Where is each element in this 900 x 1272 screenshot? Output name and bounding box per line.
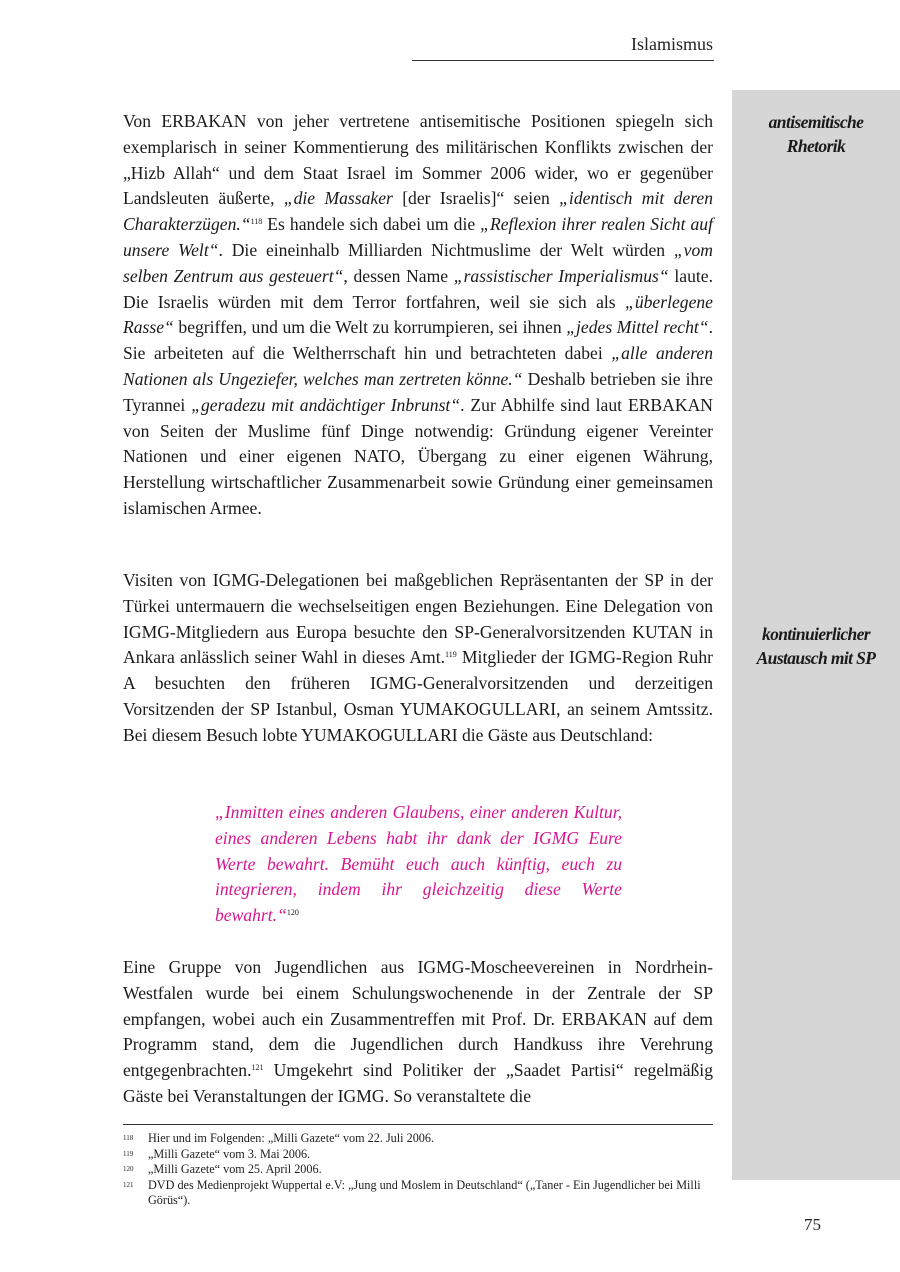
footnote: [123, 1147, 713, 1163]
text-segment: . Sie arbeiteten auf die Weltherrschaft hin und betrachteten dabei: [123, 317, 713, 364]
paragraph-text: [123, 955, 713, 1110]
text-segment: Mitglieder der IGMG-Region Ruhr A besuchten den früheren IGMG-Generalvorsitzenden und derzeitigen Vorsitzenden der SP Istanbul, Osman YUMAKOGULLARI, an seinem Amtssitz. Bei diesem Besuch lobte YUMAKOGULLARI die Gäste aus Deutschland:: [123, 647, 713, 745]
block-quote: [215, 800, 622, 929]
footnote: [123, 1178, 713, 1209]
footnote-number: 119: [123, 1149, 134, 1158]
margin-note-line: Austausch mit SP: [756, 648, 876, 668]
text-segment: [der Israelis]“ seien: [392, 188, 560, 209]
footnote-reference: 118: [250, 217, 263, 227]
paragraph-text: [123, 568, 713, 749]
footnote-rule: [123, 1124, 713, 1125]
margin-note-line: antisemitische: [768, 112, 864, 132]
footnote-number: 121: [123, 1180, 134, 1189]
footnote-text: „Milli Gazete“ vom 3. Mai 2006.: [148, 1146, 311, 1161]
text-segment: Deshalb betrieben sie ihre Tyrannei: [123, 368, 713, 415]
margin-note-exchange: [732, 622, 900, 670]
text-segment: . Zur Abhilfe sind laut ERBAKAN von Seiten der Muslime fünf Dinge notwendig: Gründung eigener Vereinter Nationen und einer eigenen NATO, Übergang zu einer eigenen Währung, Herstellung wirtschaftlicher Zusammenarbeit sowie Gründung einer gemeinsamen islamischen Armee.: [123, 394, 713, 518]
footnote-reference: 121: [251, 1063, 264, 1073]
text-segment: Es handele sich dabei um die: [262, 214, 481, 235]
footnote-text: Hier und im Folgenden: „Milli Gazete“ vom 22. Juli 2006.: [148, 1131, 435, 1145]
quote-text: „Inmitten eines anderen Glaubens, einer anderen Kultur, eines anderen Lebens habt ihr dank der IGMG Eure Werte bewahrt. Bemüht euch auch künftig, euch zu integrieren, indem ihr gleichzeitig diese Werte bewahrt.“: [215, 802, 622, 926]
italic-quotation: „jedes Mittel recht“: [566, 317, 709, 338]
body-paragraph-3: [123, 955, 713, 1110]
italic-quotation: „rassistischer Imperialismus“: [453, 265, 669, 286]
italic-quotation: „identisch mit deren Charakterzügen.“: [123, 188, 713, 235]
footnote-number: 118: [123, 1134, 134, 1142]
footnote-number: 120: [123, 1165, 134, 1174]
italic-quotation: „geradezu mit andächtiger Inbrunst“: [191, 394, 461, 415]
italic-quotation: „vom selben Zentrum aus gesteuert“: [123, 239, 713, 286]
header-rule: [412, 60, 714, 61]
footnotes: [123, 1131, 713, 1209]
italic-quotation: „alle anderen Nationen als Ungeziefer, welches man zertreten könne.“: [123, 343, 713, 389]
text-segment: . Die eineinhalb Milliarden Nichtmuslime der Welt würden: [218, 239, 674, 260]
paragraph-text: [123, 109, 713, 522]
text-segment: Eine Gruppe von Jugendlichen aus IGMG-Moscheevereinen in Nordrhein-Westfalen wurde bei einem Schulungswochenende in der Zentrale der SP empfangen, wobei auch ein Zusammentreffen mit Prof. Dr. ERBAKAN auf dem Programm stand, dem die Jugendlichen durch Handkuss ihre Verehrung entgegenbrachten.: [123, 957, 713, 1081]
text-segment: Von ERBAKAN von jeher vertretene antisemitische Positionen spiegeln sich exemplarisch in seiner Kommentierung des militärischen Konflikts zwischen der „Hizb Allah“ und dem Staat Israel im Sommer 2006 wider, wo er gegenüber Landsleuten äußerte,: [123, 111, 713, 209]
footnote: [123, 1131, 713, 1147]
italic-quotation: „überlegene Rasse“: [123, 291, 713, 338]
text-segment: Umgekehrt sind Politiker der „Saadet Partisi“ regelmäßig Gäste bei Veranstaltungen der IGMG. So veranstaltete die: [123, 1060, 713, 1106]
running-header-title: Islamismus: [630, 34, 713, 54]
italic-quotation: „die Massaker: [283, 188, 393, 209]
footnote-reference: 120: [286, 908, 299, 918]
text-segment: laute. Die Israelis würden mit dem Terror fortfahren, weil sie sich als: [123, 265, 713, 312]
footnote-reference: 119: [445, 650, 457, 660]
footnote: [123, 1162, 713, 1178]
text-segment: , dessen Name: [343, 265, 454, 286]
body-paragraph-1: [123, 109, 713, 522]
body-paragraph-2: [123, 568, 713, 749]
footnote-text: „Milli Gazete“ vom 25. April 2006.: [148, 1162, 322, 1177]
footnote-text: DVD des Medienprojekt Wuppertal e.V: „Jung und Moslem in Deutschland“ („Taner - Ein Jugendlicher bei Milli Görüs“).: [148, 1177, 701, 1208]
margin-note-line: kontinuierlicher: [761, 624, 871, 644]
page-number: 75: [804, 1215, 821, 1234]
margin-note-antisemitism: [732, 110, 900, 158]
italic-quotation: „Reflexion ihrer realen Sicht auf unsere Welt“: [123, 214, 713, 260]
margin-note-line: Rhetorik: [786, 136, 846, 156]
text-segment: begriffen, und um die Welt zu korrumpieren, sei ihnen: [173, 317, 567, 338]
text-segment: Visiten von IGMG-Delegationen bei maßgeblichen Repräsentanten der SP in der Türkei untermauern die wechselseitigen engen Beziehungen. Eine Delegation von IGMG-Mitgliedern aus Europa besuchte den SP-Generalvorsitzenden KUTAN in Ankara anlässlich seiner Wahl in dieses Amt.: [123, 570, 713, 668]
